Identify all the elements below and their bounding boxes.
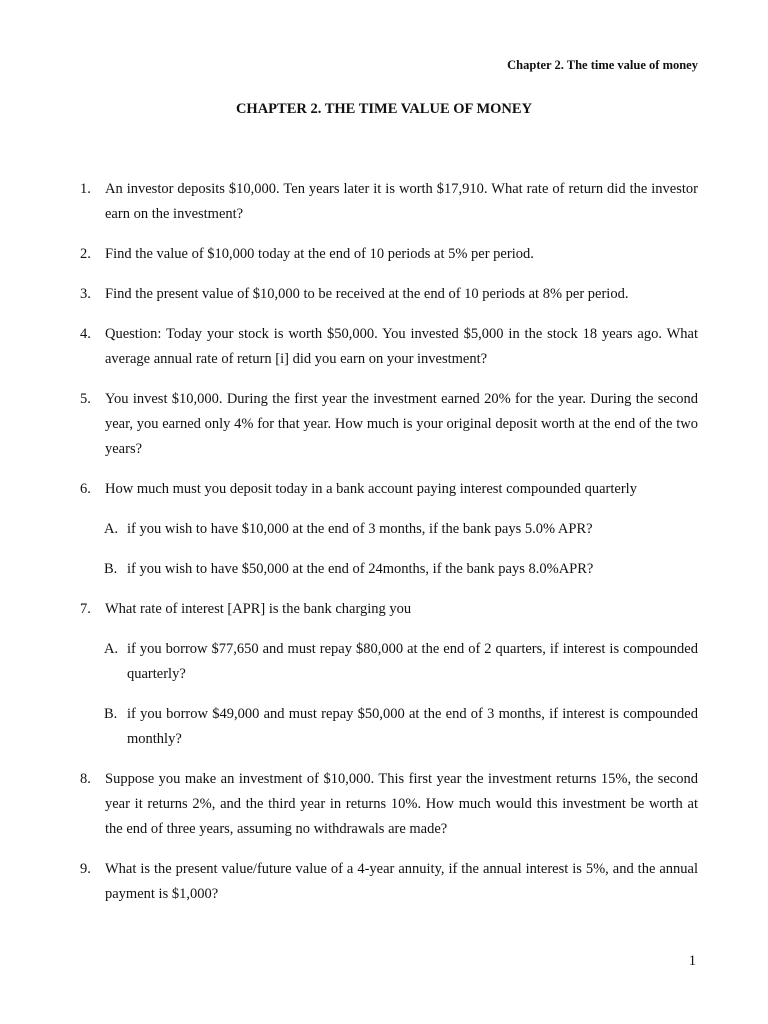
question-4 xyxy=(80,322,698,372)
question-8 xyxy=(80,767,698,842)
question-text: Question: Today your stock is worth $50,000. You invested $5,000 in the stock 18 years ago. What average annual rate of return [i] did you earn on your investment? xyxy=(105,326,698,367)
part-text: if you wish to have $50,000 at the end of 24months, if the bank pays 8.0%APR? xyxy=(127,561,594,577)
question-2 xyxy=(80,242,698,267)
part-text: if you borrow $77,650 and must repay $80,000 at the end of 2 quarters, if interest is compounded quarterly? xyxy=(127,641,698,682)
running-header: Chapter 2. The time value of money xyxy=(507,58,698,72)
chapter-title: CHAPTER 2. THE TIME VALUE OF MONEY xyxy=(235,101,533,117)
question-9 xyxy=(80,857,698,907)
part-letter: A. xyxy=(104,521,119,537)
part-letter: B. xyxy=(104,561,118,577)
question-number: 9. xyxy=(80,861,91,877)
question-6 xyxy=(80,477,698,502)
question-7-part-b xyxy=(104,702,698,752)
question-7-part-a xyxy=(104,637,698,687)
question-text: An investor deposits $10,000. Ten years later it is worth $17,910. What rate of return did the investor earn on the investment? xyxy=(105,181,698,222)
question-text: You invest $10,000. During the first year the investment earned 20% for the year. During the second year, you earned only 4% for that year. How much is your original deposit worth at the end of the two years? xyxy=(105,391,698,457)
question-text: What rate of interest [APR] is the bank charging you xyxy=(105,601,412,617)
page-number: 1 xyxy=(688,953,696,969)
question-7 xyxy=(80,597,698,622)
question-number: 8. xyxy=(80,771,91,787)
question-number: 7. xyxy=(80,601,91,617)
question-number: 1. xyxy=(80,181,91,197)
question-text: How much must you deposit today in a bank account paying interest compounded quarterly xyxy=(105,481,637,497)
part-text: if you borrow $49,000 and must repay $50,000 at the end of 3 months, if interest is compounded monthly? xyxy=(127,706,698,747)
part-letter: A. xyxy=(104,641,119,657)
question-number: 3. xyxy=(80,286,91,302)
question-3 xyxy=(80,282,698,307)
question-number: 4. xyxy=(80,326,91,342)
question-5 xyxy=(80,387,698,462)
question-text: What is the present value/future value of a 4-year annuity, if the annual interest is 5%, and the annual payment is $1,000? xyxy=(105,861,698,902)
part-text: if you wish to have $10,000 at the end of 3 months, if the bank pays 5.0% APR? xyxy=(127,521,593,537)
question-number: 5. xyxy=(80,391,91,407)
question-6-part-b xyxy=(104,557,698,582)
question-number: 2. xyxy=(80,246,91,262)
question-text: Find the present value of $10,000 to be received at the end of 10 periods at 8% per period. xyxy=(105,286,629,302)
question-1 xyxy=(80,177,698,227)
question-number: 6. xyxy=(80,481,91,497)
question-6-part-a xyxy=(104,517,698,542)
question-text: Find the value of $10,000 today at the end of 10 periods at 5% per period. xyxy=(105,246,534,262)
question-text: Suppose you make an investment of $10,000. This first year the investment returns 15%, the second year it returns 2%, and the third year in returns 10%. How much would this investment be worth at the end of three years, assuming no withdrawals are made? xyxy=(105,771,698,837)
part-letter: B. xyxy=(104,706,118,722)
